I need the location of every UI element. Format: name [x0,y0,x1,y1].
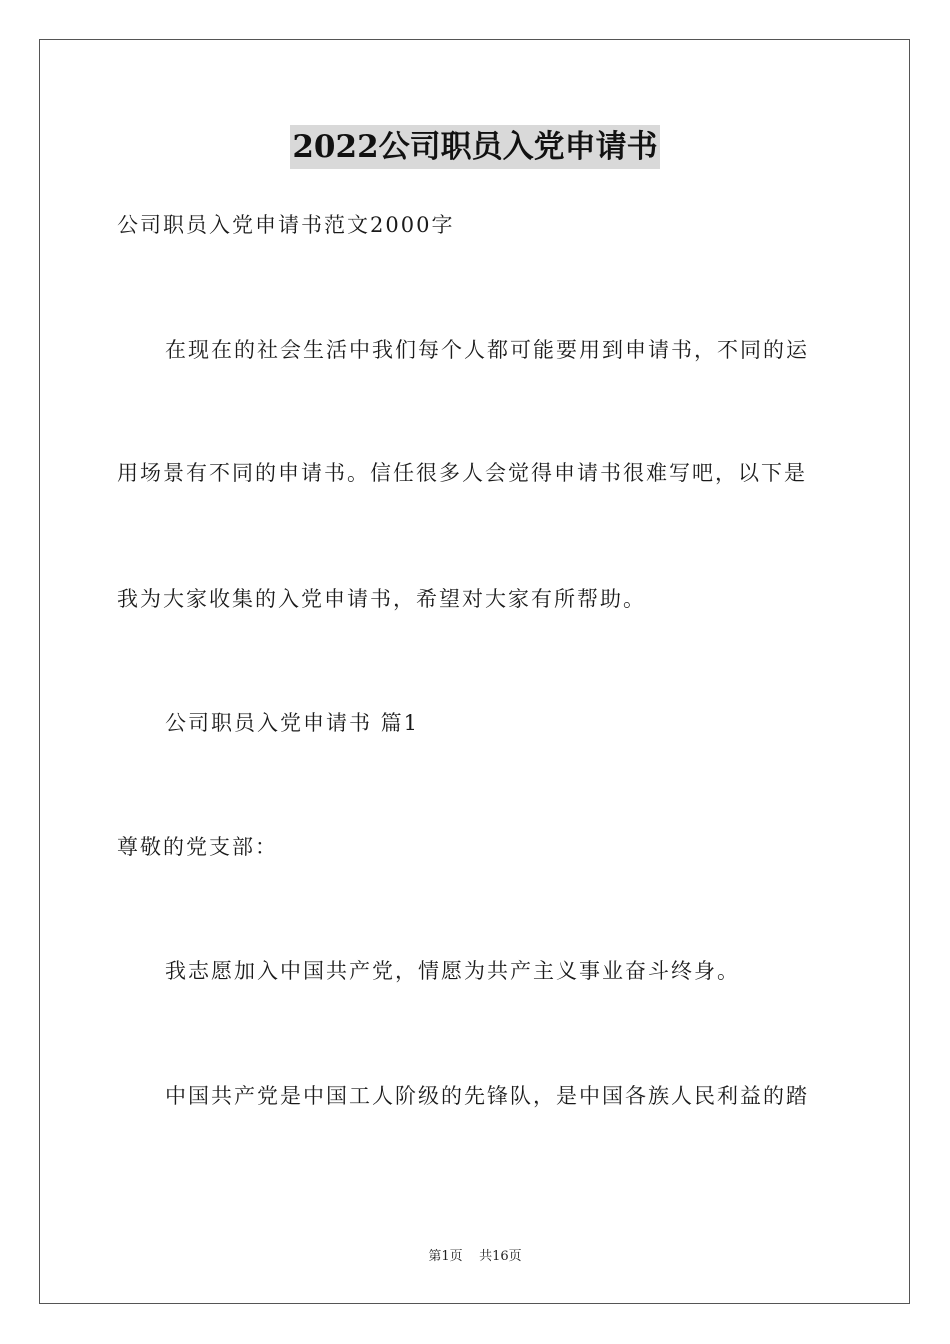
paragraph-line: 我志愿加入中国共产党，情愿为共产主义事业奋斗终身。 [165,959,740,983]
paragraph-line: 在现在的社会生活中我们每个人都可能要用到申请书，不同的运 [165,338,809,362]
page-number: 第1页 [428,1249,463,1264]
salutation: 尊敬的党支部： [117,835,278,859]
paragraph-line: 我为大家收集的入党申请书，希望对大家有所帮助。 [117,587,646,611]
title-container [0,125,950,169]
document-subtitle: 公司职员入党申请书范文2000字 [117,213,455,237]
paragraph-line: 用场景有不同的申请书。信任很多人会觉得申请书很难写吧，以下是 [117,461,807,485]
section-heading: 公司职员入党申请书 篇1 [165,711,420,735]
paragraph-line: 中国共产党是中国工人阶级的先锋队，是中国各族人民利益的踏 [165,1084,809,1108]
page-total: 共16页 [479,1249,522,1264]
page-footer [0,1248,950,1266]
document-title: 2022公司职员入党申请书 [290,125,659,169]
